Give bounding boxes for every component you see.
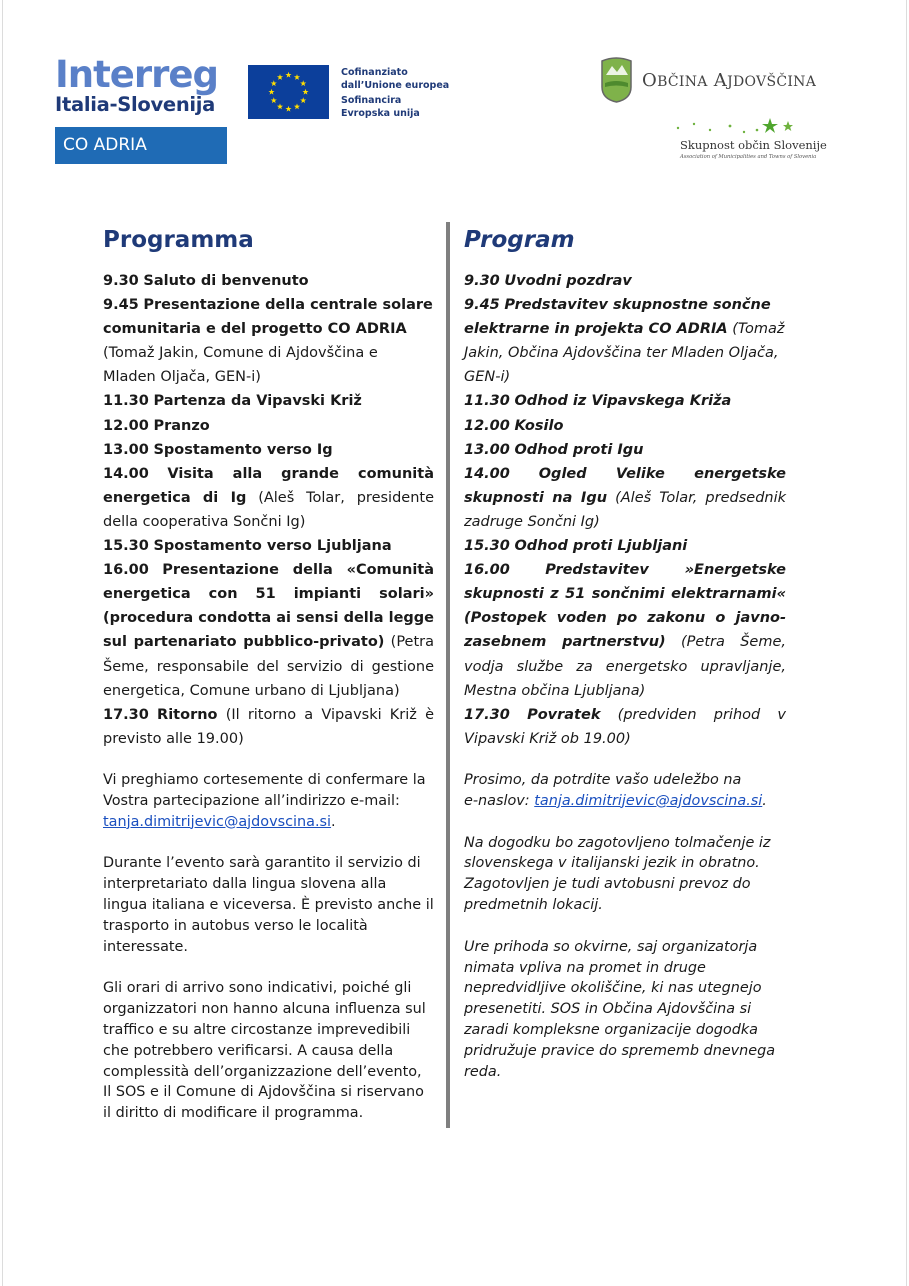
italian-title: Programma [103,227,254,253]
eu-text-it-line: dall’Unione europea [341,79,450,91]
slovenian-notes [464,770,786,1103]
slovenian-column [464,222,787,1080]
slovenian-agenda [464,269,786,751]
slovenian-title: Program [464,227,575,253]
interreg-logo [55,53,230,117]
eu-star [268,89,274,95]
eu-star [271,80,277,86]
agenda-item: 14.00 Ogled Velike energetske skupnosti na Igu (Aleš Tolar, predsednik zadruge Sončni Ig) [464,465,787,530]
agenda-item: 9.45 Presentazione della centrale solare comunitaria e del progetto CO ADRIA (Tomaž Jakin, Comune di Ajdovščina e Mladen Oljača, GEN-i) [103,297,433,386]
email-link[interactable]: tanja.dimitrijevic@ajdovscina.si [103,813,332,830]
agenda-item: 17.30 Ritorno (Il ritorno a Vipavski Križ è previsto alle 19.00) [103,706,434,747]
eu-text-sl-line: Evropska unija [341,107,420,119]
agenda-item: 15.30 Odhod proti Ljubljani [464,538,688,555]
column-divider [446,222,450,1128]
page-edge-right [906,0,907,1286]
eu-flag-icon [248,65,329,119]
agenda-item: 12.00 Kosilo [464,417,564,434]
agenda-item: 11.30 Odhod iz Vipavskega Križa [464,393,732,410]
page-edge-left [2,0,3,1286]
agenda-item: 16.00 Presentazione della «Comunità energetica con 51 impianti solari» (procedura condotta ai sensi della legge sul partenariato pubblico-privato) (Petra Šeme, responsabile del servizio di gestione energetica, Comune urbano di Ljubljana) [103,562,435,699]
agenda-item: 13.00 Odhod proti Igu [464,441,644,458]
italian-column [103,222,435,1122]
eu-star [300,80,306,86]
agenda-item: 17.30 Povratek (predviden prihod v Vipavski Križ ob 19.00) [464,706,786,747]
eu-star [294,104,300,110]
eu-cofinancing-text [341,67,449,120]
eu-star [271,97,277,103]
eu-star [300,97,306,103]
eu-star [302,89,308,95]
agenda-item: 12.00 Pranzo [103,417,210,434]
sos-subtitle: Association of Municipalities and Towns of Slovenia [680,154,817,160]
agenda-item: 9.45 Predstavitev skupnostne sončne elektrarne in projekta CO ADRIA (Tomaž Jakin, Občina Ajdovščina ter Mladen Oljača, GEN-i) [464,297,785,386]
interpreting-note: Na dogodku bo zagotovljeno tolmačenje iz slovenskega v italijanski jezik in obratno. Zagotovljen je tudi avtobusni prevoz do predmetnih lokacij. [464,834,771,913]
disclaimer-note: Ure prihoda so okvirne, saj organizatorja nimata vpliva na promet in druge nepredvidljive okoliščine, ki nas utegnejo presenetiti. SOS in Občina Ajdovščina si zaradi kompleksne organizacije dogodka pridružuje pravice do sprememb dnevnega reda. [464,938,776,1080]
eu-text-it-line: Cofinanziato [341,67,408,78]
eu-star [285,72,291,78]
obcina-crest-icon [600,57,633,103]
italian-notes [103,770,434,1145]
confirm-note: Vi preghiamo cortesemente di confermare la Vostra partecipazione all’indirizzo e-mail: tanja.dimitrijevic@ajdovscina.si. [103,772,426,830]
sos-name: Skupnost občin Slovenije [680,138,827,152]
agenda-item: 15.30 Spostamento verso Ljubljana [103,538,392,555]
eu-stars [248,65,329,119]
italian-agenda [103,269,434,751]
agenda-item: 14.00 Visita alla grande comunità energetica di Ig (Aleš Tolar, presidente della cooperativa Sončni Ig) [103,465,435,530]
eu-star [294,74,300,80]
eu-star [285,106,291,112]
eu-star [277,74,283,80]
agenda-item: 16.00 Predstavitev »Energetske skupnosti z 51 sončnimi elektrarnami« (Postopek voden po zakonu o javno-zasebnem partnerstvu) (Petra Šeme, vodja službe za energetsko upravljanje, Mestna občina Ljubljana) [464,562,787,699]
agenda-item: 13.00 Spostamento verso Ig [103,441,333,458]
confirm-note: Prosimo, da potrdite vašo udeležbo na e-naslov: tanja.dimitrijevic@ajdovscina.si. [464,772,767,809]
obcina-name: OBČINA AJDOVŠČINA [642,70,817,91]
email-link[interactable]: tanja.dimitrijevic@ajdovscina.si [534,792,763,809]
agenda-item: 11.30 Partenza da Vipavski Križ [103,393,362,410]
eu-text-sl-line: Sofinancira [341,95,402,106]
interpreting-note: Durante l’evento sarà garantito il servizio di interpretariato dalla lingua slovena alla lingua italiana e viceversa. È previsto anche il trasporto in autobus verso le località interessate. [103,855,434,955]
project-name-band: CO ADRIA [55,127,227,164]
interreg-program-name: Italia-Slovenija [55,93,216,116]
disclaimer-note: Gli orari di arrivo sono indicativi, poiché gli organizzatori non hanno alcuna influenza sul traffico e su altre circostanze imprevedibili che potrebbero verificarsi. A causa della complessità dell’organizzazione dell’evento, Il SOS e il Comune di Ajdovščina si riservano il diritto di modificare il programma. [103,980,426,1122]
eu-star [277,104,283,110]
agenda-item: 9.30 Uvodni pozdrav [464,273,632,289]
interreg-wordmark: Interreg [55,53,218,96]
sos-stars-icon [672,116,802,138]
agenda-item: 9.30 Saluto di benvenuto [103,273,309,289]
